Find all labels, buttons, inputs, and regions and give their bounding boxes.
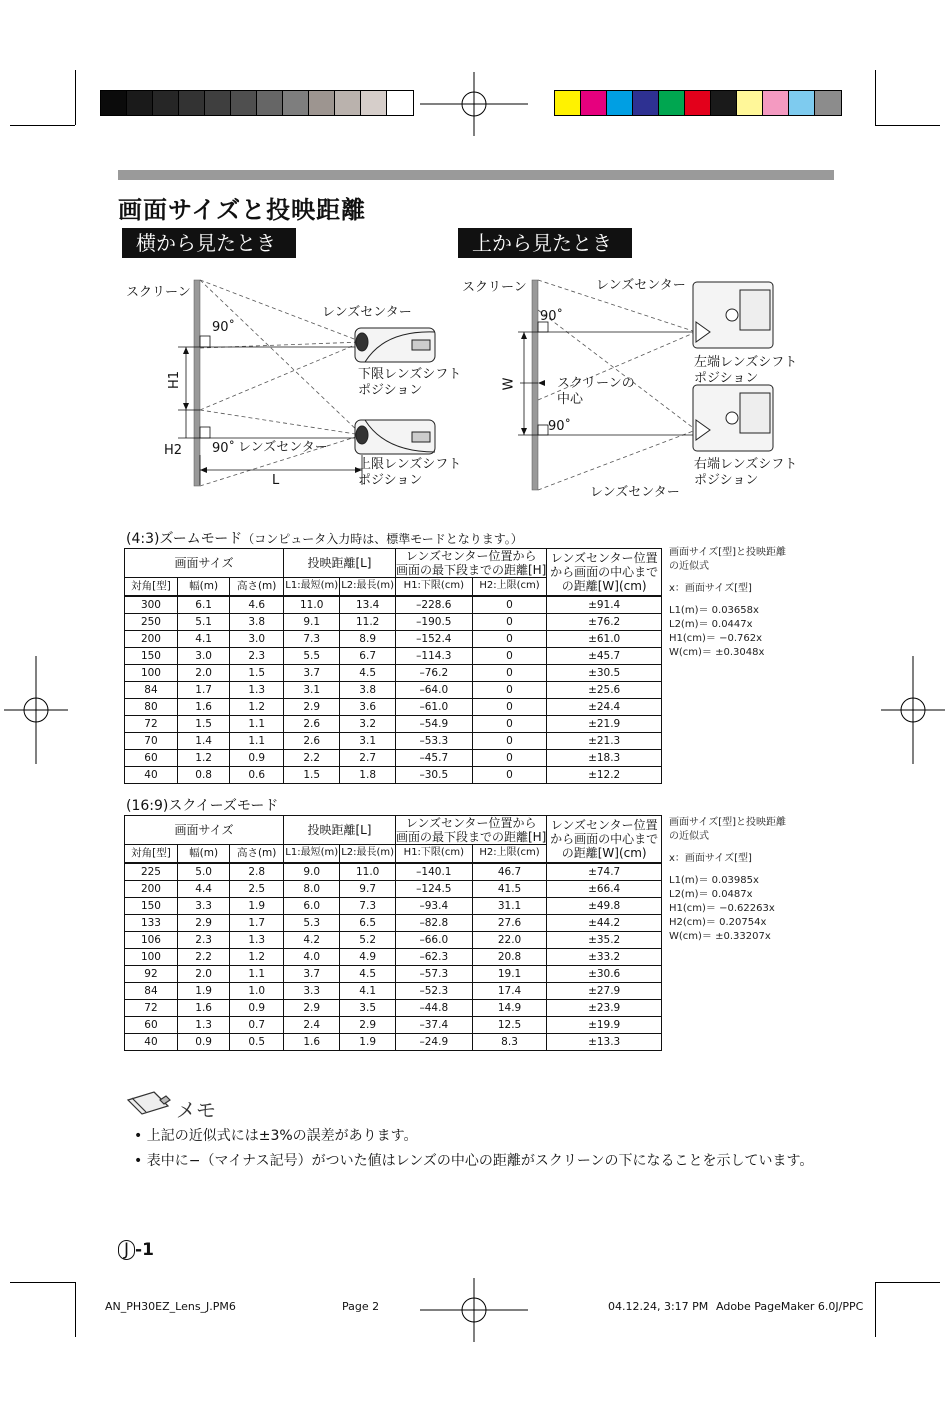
table-cell: 2.9 [340,1016,396,1033]
side-lower-shift: 下限レンズシフト ポジション [358,367,462,398]
table-cell: 3.3 [177,897,229,914]
table-cell: –53.3 [395,732,472,749]
table-cell: 1.5 [230,664,284,681]
table-cell: –190.5 [395,613,472,630]
color-swatch [205,91,231,115]
table-cell: 72 [125,715,178,732]
table-cell: 9.0 [284,863,340,881]
th-l2: L2:最長(m) [340,845,396,863]
table-cell: –62.3 [395,948,472,965]
color-swatch [659,91,685,115]
table-cell: 1.9 [177,982,229,999]
th-diag: 対角[型] [125,578,178,596]
table-cell: 0 [472,698,547,715]
th-h2: H2:上限(cm) [472,845,547,863]
table-cell: 1.3 [177,1016,229,1033]
table-cell: –37.4 [395,1016,472,1033]
table-cell: 40 [125,766,178,783]
table-row [125,880,662,897]
table-cell: 0 [472,630,547,647]
table-cell: 4.6 [230,596,284,614]
table-cell: 92 [125,965,178,982]
table-cell: 2.3 [177,931,229,948]
table-cell: 4.9 [340,948,396,965]
top-view-heading: 上から見たとき [458,228,632,258]
zoom-mode-table [124,548,662,784]
table-cell: 8.0 [284,880,340,897]
table-cell: 20.8 [472,948,547,965]
color-swatch [555,91,581,115]
squeeze-formula: 画面サイズ[型]と投映距離 の近似式 x：画面サイズ[型] L1(m)＝ 0.03985x L2(m)＝ 0.0487x H1(cm)＝ −0.62263x H2(cm)＝ 0.20754x W(cm)＝ ±0.33207x [669,817,787,942]
table-cell: 9.7 [340,880,396,897]
table-cell: 2.7 [340,749,396,766]
table-cell: 3.2 [340,715,396,732]
table-cell: 1.1 [230,732,284,749]
table-cell: ±23.9 [547,999,662,1016]
table-cell: ±30.5 [547,664,662,681]
table-cell: ±30.6 [547,965,662,982]
table-cell: 1.0 [230,982,284,999]
color-swatch [581,91,607,115]
footer-file: AN_PH30EZ_Lens_J.PM6 [105,1300,236,1313]
table-cell: ±13.3 [547,1033,662,1050]
projector-top-icon [693,385,773,451]
table-cell: 0.9 [230,749,284,766]
table-cell: –52.3 [395,982,472,999]
table-cell: 5.5 [284,647,340,664]
color-swatch [737,91,763,115]
table-cell: 8.3 [472,1033,547,1050]
table-cell: 1.1 [230,715,284,732]
table-cell: –93.4 [395,897,472,914]
th-h-distance: レンズセンター位置から 画面の最下段までの距離[H] [395,816,547,844]
color-swatch [127,91,153,115]
color-swatch [309,91,335,115]
table-cell: 1.4 [177,732,229,749]
memo-pencil-icon [124,1088,174,1118]
side-upper-shift: 上限レンズシフト ポジション [358,457,462,488]
th-diag: 対角[型] [125,845,178,863]
table-cell: 17.4 [472,982,547,999]
side-angle-top: 90˚ [212,320,236,335]
table-cell: 2.5 [230,880,284,897]
table-cell: 2.3 [230,647,284,664]
table-cell: –54.9 [395,715,472,732]
zoom-formula: 画面サイズ[型]と投映距離 の近似式 x：画面サイズ[型] L1(m)＝ 0.03658x L2(m)＝ 0.0447x H1(cm)＝ −0.762x W(cm)＝ ±0.3048x [669,547,787,658]
table-cell: 22.0 [472,931,547,948]
side-screen-label: スクリーン [126,285,191,300]
table-cell: –114.3 [395,647,472,664]
table-cell: 11.0 [284,596,340,614]
color-swatch [607,91,633,115]
th-throw-distance: 投映距離[L] [284,549,396,578]
table-cell: 0 [472,681,547,698]
table-row [125,613,662,630]
table-cell: 0 [472,647,547,664]
table-row [125,664,662,681]
top-lens-center-bottom: レンズセンター [590,485,680,500]
footer-page: Page 2 [342,1300,380,1313]
table-row [125,732,662,749]
table-cell: ±49.8 [547,897,662,914]
table-row [125,715,662,732]
table-cell: 5.0 [177,863,229,881]
table-cell: 0 [472,596,547,614]
table-cell: ±19.9 [547,1016,662,1033]
page-number: J -1 [118,1240,154,1260]
footer-app: Adobe PageMaker 6.0J/PPC [716,1300,864,1313]
table-cell: 27.6 [472,914,547,931]
table-cell: 11.2 [340,613,396,630]
table-cell: 106 [125,931,178,948]
table-cell: 5.2 [340,931,396,948]
table-cell: ±12.2 [547,766,662,783]
color-swatch [335,91,361,115]
table-cell: –61.0 [395,698,472,715]
table-row [125,630,662,647]
table-row [125,1016,662,1033]
table-cell: 4.1 [177,630,229,647]
table-cell: 0.9 [230,999,284,1016]
table-row [125,931,662,948]
table-cell: 1.8 [340,766,396,783]
table-row [125,1033,662,1050]
table-cell: 3.7 [284,965,340,982]
table-cell: 9.1 [284,613,340,630]
th-w-distance: レンズセンター位置 から画面の中心まで の距離[W](cm) [547,816,662,863]
table-cell: 60 [125,1016,178,1033]
projector-icon [355,420,435,454]
table-row [125,766,662,783]
side-h2-label: H2 [164,443,183,458]
squeeze-caption: (16:9)スクイーズモード [126,798,279,814]
table-cell: 31.1 [472,897,547,914]
th-h1: H1:下限(cm) [395,578,472,596]
table-cell: 2.2 [284,749,340,766]
table-cell: 12.5 [472,1016,547,1033]
table-row [125,647,662,664]
table-cell: 2.2 [177,948,229,965]
th-l2: L2:最長(m) [340,578,396,596]
side-lens-center-top: レンズセンター [322,305,412,320]
table-cell: 1.7 [177,681,229,698]
table-cell: 13.4 [340,596,396,614]
table-cell: 0 [472,732,547,749]
table-row [125,596,662,614]
color-swatch [763,91,789,115]
table-cell: 0 [472,749,547,766]
table-cell: 0 [472,766,547,783]
th-height: 高さ(m) [230,578,284,596]
table-cell: 3.8 [230,613,284,630]
th-width: 幅(m) [177,578,229,596]
color-swatch [283,91,309,115]
table-cell: 1.9 [230,897,284,914]
table-cell: 80 [125,698,178,715]
table-cell: 2.0 [177,664,229,681]
projector-top-icon [693,282,773,348]
table-cell: 1.3 [230,931,284,948]
color-swatch [231,91,257,115]
table-cell: 7.3 [284,630,340,647]
table-row [125,948,662,965]
table-cell: 4.5 [340,965,396,982]
table-cell: 6.5 [340,914,396,931]
table-cell: 1.2 [230,698,284,715]
side-angle-bottom: 90˚ [212,441,236,456]
table-cell: –66.0 [395,931,472,948]
th-throw-distance: 投映距離[L] [284,816,396,845]
table-cell: 1.2 [177,749,229,766]
table-cell: 1.3 [230,681,284,698]
table-cell: 3.3 [284,982,340,999]
top-right-shift: 右端レンズシフト ポジション [694,457,798,488]
table-cell: ±91.4 [547,596,662,614]
th-height: 高さ(m) [230,845,284,863]
th-h2: H2:上限(cm) [472,578,547,596]
table-cell: 6.0 [284,897,340,914]
table-cell: 3.8 [340,681,396,698]
table-cell: ±24.4 [547,698,662,715]
table-cell: ±25.6 [547,681,662,698]
table-cell: 3.6 [340,698,396,715]
side-h1-label: H1 [167,370,183,390]
table-cell: 7.3 [340,897,396,914]
table-cell: 6.1 [177,596,229,614]
table-row [125,965,662,982]
table-cell: 4.5 [340,664,396,681]
table-cell: 60 [125,749,178,766]
table-cell: 1.6 [284,1033,340,1050]
table-cell: 4.2 [284,931,340,948]
side-view-heading: 横から見たとき [122,228,296,258]
table-cell: ±44.2 [547,914,662,931]
table-cell: –152.4 [395,630,472,647]
table-cell: 3.1 [340,732,396,749]
color-calibration-bar [554,90,842,116]
color-swatch [361,91,387,115]
table-cell: 3.7 [284,664,340,681]
color-swatch [685,91,711,115]
table-cell: 14.9 [472,999,547,1016]
color-swatch [711,91,737,115]
table-row [125,999,662,1016]
table-cell: 2.9 [284,698,340,715]
color-swatch [101,91,127,115]
table-cell: 2.6 [284,732,340,749]
table-cell: ±61.0 [547,630,662,647]
table-cell: 4.0 [284,948,340,965]
table-cell: ±21.3 [547,732,662,749]
table-cell: 5.1 [177,613,229,630]
squeeze-mode-table [124,815,662,1051]
th-w-distance: レンズセンター位置 から画面の中心まで の距離[W](cm) [547,549,662,596]
table-cell: 2.6 [284,715,340,732]
memo-item-1: • 上記の近似式には±3%の誤差があります。 [134,1128,418,1144]
page-title: 画面サイズと投映距離 [118,196,367,224]
table-cell: 11.0 [340,863,396,881]
table-cell: 200 [125,880,178,897]
table-cell: 3.0 [230,630,284,647]
table-row [125,698,662,715]
table-cell: 150 [125,897,178,914]
table-cell: ±76.2 [547,613,662,630]
table-cell: –45.7 [395,749,472,766]
table-cell: –64.0 [395,681,472,698]
table-cell: –57.3 [395,965,472,982]
side-lens-center-bottom: レンズセンター [238,440,328,455]
table-cell: 6.7 [340,647,396,664]
table-cell: –82.8 [395,914,472,931]
projector-icon [355,328,435,362]
table-cell: 0 [472,715,547,732]
table-cell: 0.7 [230,1016,284,1033]
table-cell: 4.4 [177,880,229,897]
table-row [125,982,662,999]
color-swatch [179,91,205,115]
table-cell: ±66.4 [547,880,662,897]
table-cell: 3.1 [284,681,340,698]
table-cell: ±21.9 [547,715,662,732]
table-row [125,681,662,698]
table-cell: 1.9 [340,1033,396,1050]
table-cell: 1.7 [230,914,284,931]
table-cell: 40 [125,1033,178,1050]
table-row [125,749,662,766]
table-cell: 2.4 [284,1016,340,1033]
table-cell: 0.5 [230,1033,284,1050]
table-cell: 200 [125,630,178,647]
th-h1: H1:下限(cm) [395,845,472,863]
table-cell: 2.0 [177,965,229,982]
color-swatch [815,91,841,115]
table-cell: 0.9 [177,1033,229,1050]
table-cell: –24.9 [395,1033,472,1050]
table-cell: 4.1 [340,982,396,999]
color-swatch [153,91,179,115]
table-cell: 1.6 [177,999,229,1016]
table-cell: 41.5 [472,880,547,897]
table-cell: 84 [125,982,178,999]
table-cell: 0.8 [177,766,229,783]
color-swatch [633,91,659,115]
table-cell: 100 [125,948,178,965]
color-swatch [387,91,413,115]
memo-item-2: • 表中に−（マイナス記号）がついた値はレンズの中心の距離がスクリーンの下になることを示しています。 [134,1153,814,1169]
th-l1: L1:最短(m) [284,578,340,596]
table-cell: 1.5 [177,715,229,732]
color-swatch [789,91,815,115]
table-cell: 0 [472,613,547,630]
table-cell: –228.6 [395,596,472,614]
table-cell: 3.0 [177,647,229,664]
table-cell: –76.2 [395,664,472,681]
top-w-label: W [501,377,517,391]
table-cell: 8.9 [340,630,396,647]
table-cell: –30.5 [395,766,472,783]
table-cell: 2.9 [177,914,229,931]
table-cell: ±18.3 [547,749,662,766]
table-row [125,914,662,931]
th-width: 幅(m) [177,845,229,863]
table-cell: ±74.7 [547,863,662,881]
table-cell: 0.6 [230,766,284,783]
th-l1: L1:最短(m) [284,845,340,863]
top-angle-top: 90˚ [540,309,564,324]
memo-title: メモ [176,1098,216,1122]
th-screen-size: 画面サイズ [125,549,284,578]
top-lens-center-top: レンズセンター [596,278,686,293]
table-cell: 1.5 [284,766,340,783]
table-cell: 150 [125,647,178,664]
table-cell: –124.5 [395,880,472,897]
table-cell: –140.1 [395,863,472,881]
table-row [125,897,662,914]
table-cell: 72 [125,999,178,1016]
table-cell: 46.7 [472,863,547,881]
table-cell: 3.5 [340,999,396,1016]
table-cell: 225 [125,863,178,881]
table-cell: 1.6 [177,698,229,715]
table-cell: 1.2 [230,948,284,965]
th-h-distance: レンズセンター位置から 画面の最下段までの距離[H] [395,549,547,577]
table-cell: 0 [472,664,547,681]
table-cell: 133 [125,914,178,931]
table-cell: 2.9 [284,999,340,1016]
table-cell: 2.8 [230,863,284,881]
table-row [125,863,662,881]
table-cell: 19.1 [472,965,547,982]
table-cell: ±45.7 [547,647,662,664]
table-cell: ±27.9 [547,982,662,999]
top-angle-bottom: 90˚ [548,419,572,434]
th-screen-size: 画面サイズ [125,816,284,845]
table-cell: –44.8 [395,999,472,1016]
table-cell: 250 [125,613,178,630]
color-swatch [257,91,283,115]
gray-calibration-bar [100,90,414,116]
table-cell: 5.3 [284,914,340,931]
table-cell: 70 [125,732,178,749]
footer-date: 04.12.24, 3:17 PM [608,1300,709,1313]
side-l-label: L [272,473,280,488]
table-cell: 100 [125,664,178,681]
zoom-caption: (4:3)ズームモード（コンピュータ入力時は、標準モードとなります。） [126,531,523,547]
table-cell: 300 [125,596,178,614]
table-cell: 84 [125,681,178,698]
top-screen-center: スクリーンの 中心 [557,376,635,407]
table-cell: ±33.2 [547,948,662,965]
top-screen-label: スクリーン [462,280,527,295]
table-cell: ±35.2 [547,931,662,948]
table-cell: 1.1 [230,965,284,982]
header-rule [118,170,834,180]
top-left-shift: 左端レンズシフト ポジション [694,355,798,386]
